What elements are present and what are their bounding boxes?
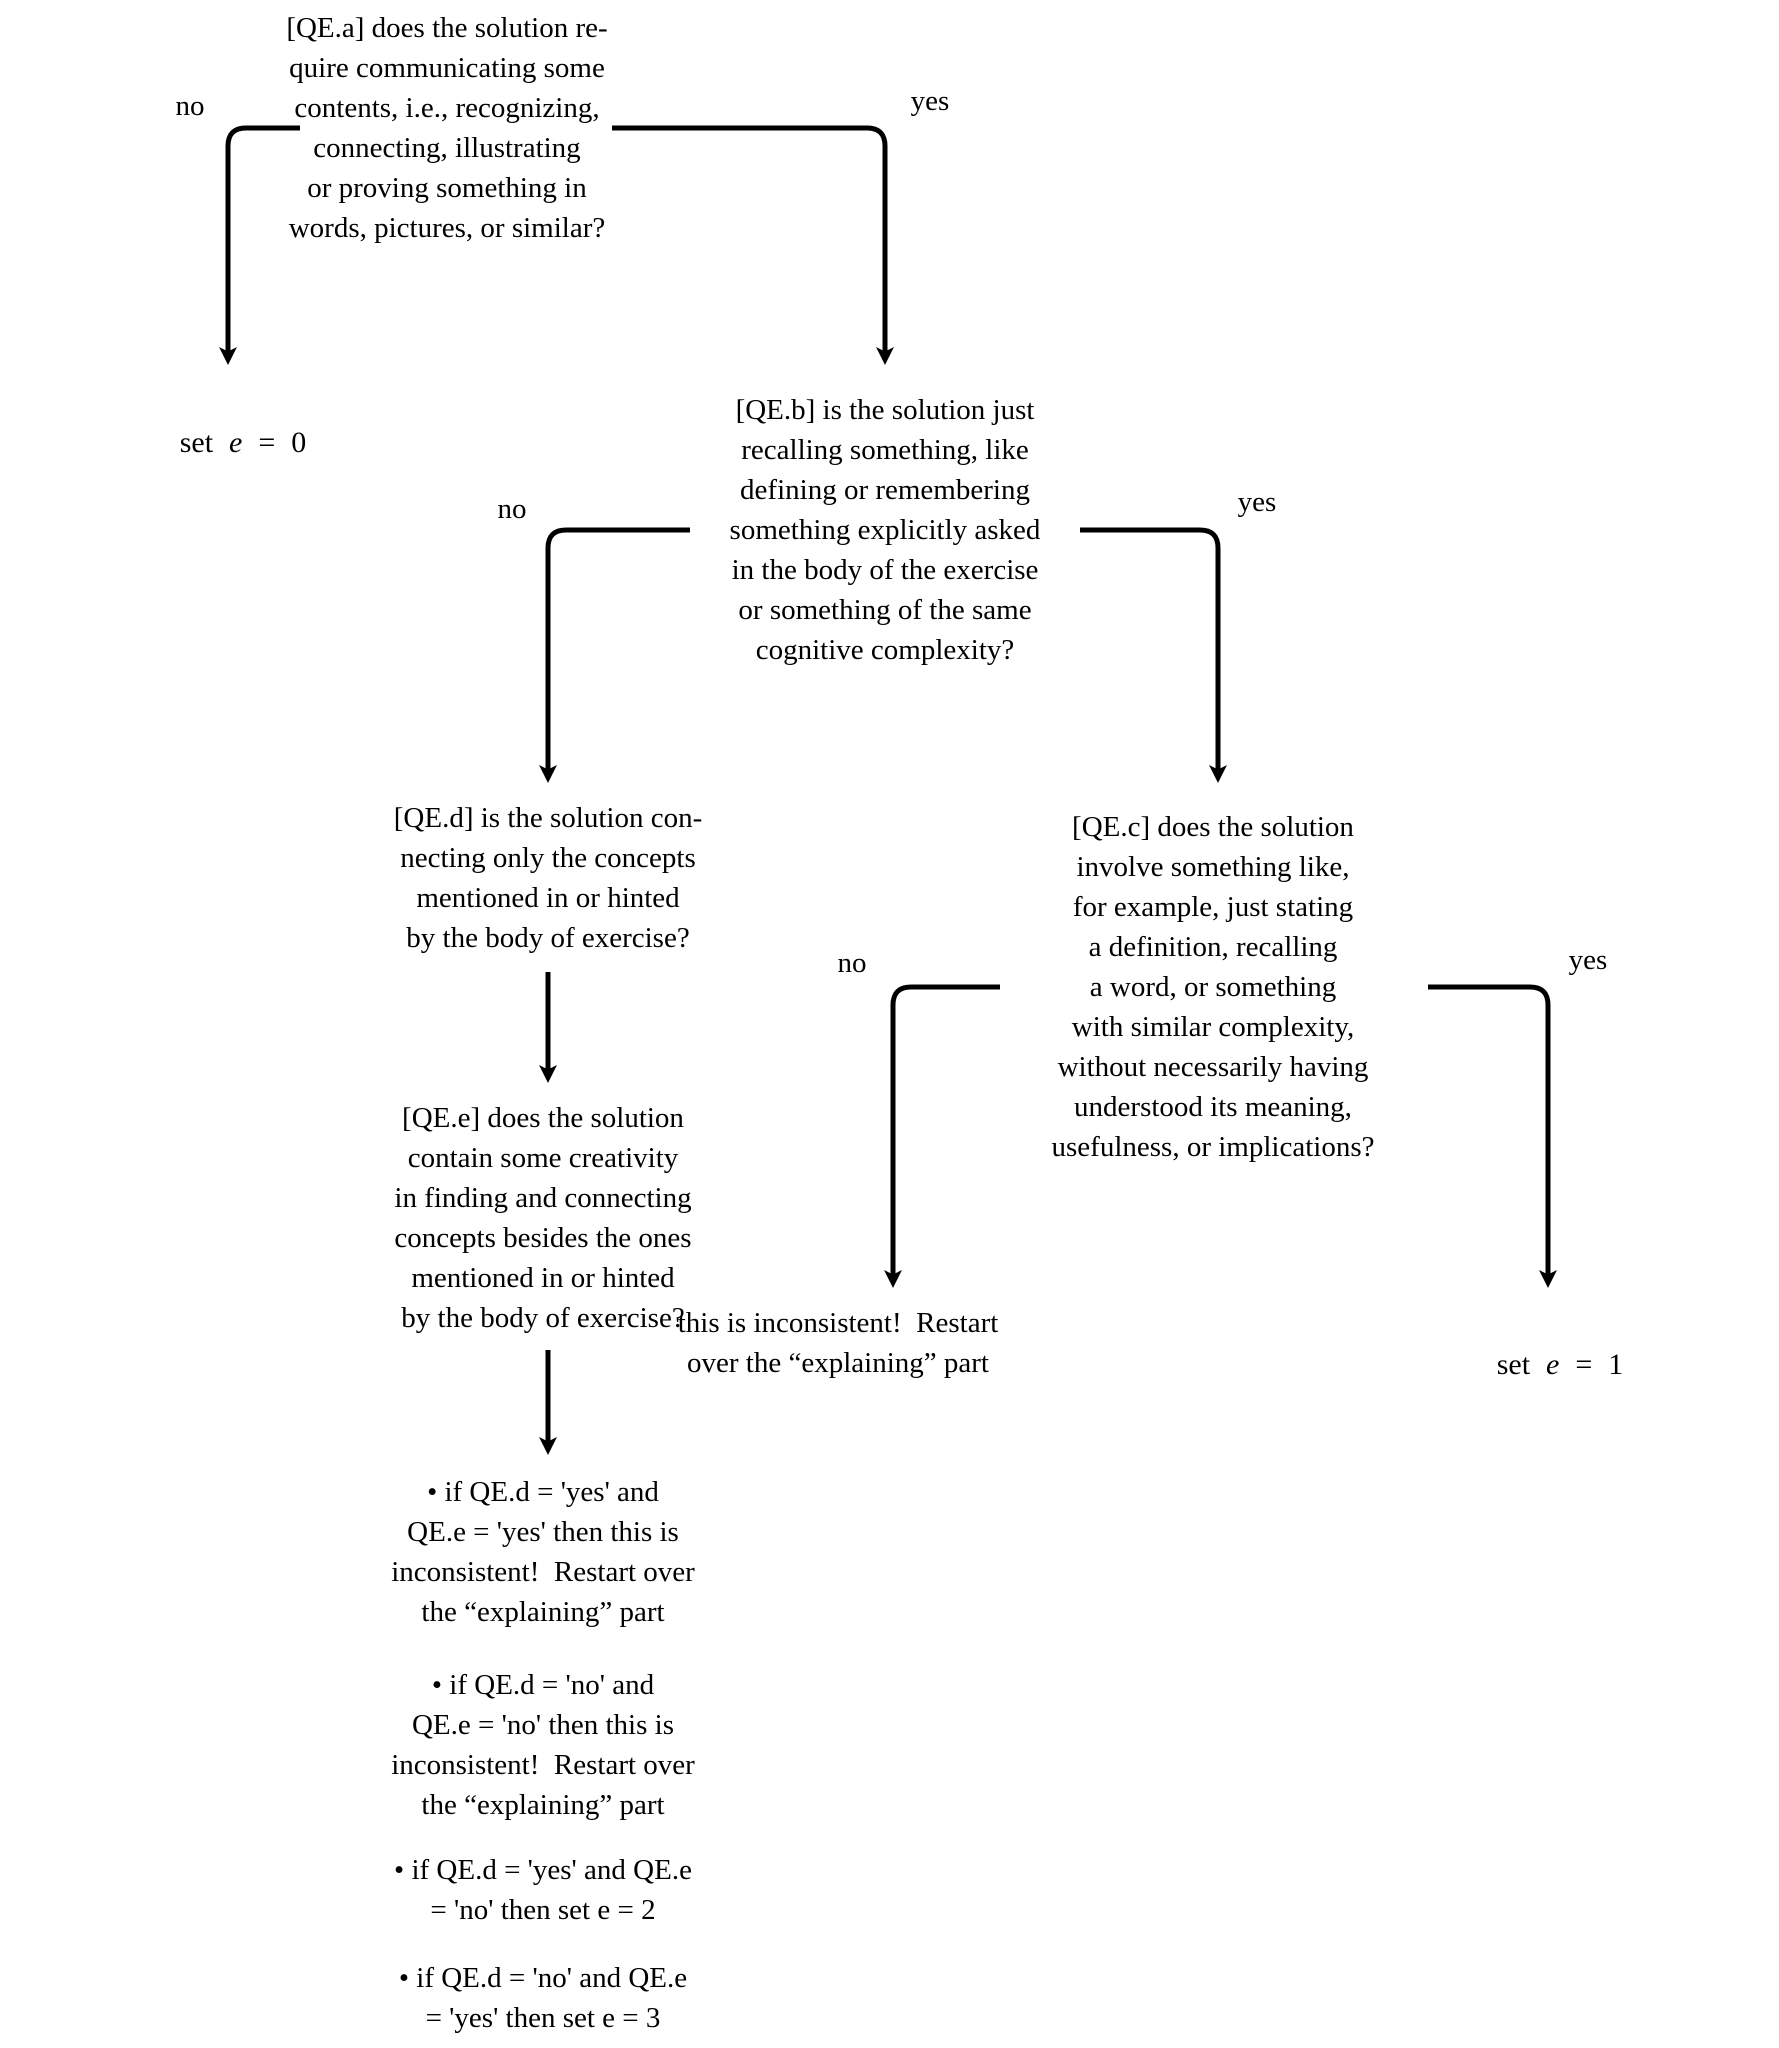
edge-qec-no-arrow [893, 987, 1000, 1279]
text-line: [QE.a] does the solution re- [286, 12, 608, 44]
text-line: [QE.c] does the solution [1072, 811, 1354, 843]
text-line: without necessarily having [1057, 1051, 1369, 1083]
text-line: connecting, illustrating [313, 132, 581, 164]
qe-e-question-node [328, 1098, 758, 1338]
text-line: [QE.d] is the solution con- [393, 802, 703, 834]
text-line: by the body of exercise? [401, 1302, 685, 1334]
text-line: quire communicating some [289, 52, 605, 84]
text-line: or something of the same [738, 594, 1032, 626]
set-e-0-equals: = [258, 426, 276, 459]
text-line: defining or remembering [740, 474, 1030, 506]
qe-c-no-label: no [837, 947, 867, 979]
text-line: involve something like, [1076, 851, 1350, 883]
text-line: mentioned in or hinted [411, 1262, 675, 1294]
text-line: • if QE.d = 'yes' and QE.e [394, 1854, 692, 1886]
text-line: this is inconsistent! Restart [677, 1307, 999, 1339]
qe-a-yes-label: yes [910, 85, 950, 117]
text-line: something explicitly asked [729, 514, 1041, 546]
text-line: concepts besides the ones [394, 1222, 692, 1254]
text-line: [QE.b] is the solution just [735, 394, 1035, 426]
text-line: in finding and connecting [394, 1182, 692, 1214]
text-line: the “explaining” part [421, 1789, 665, 1821]
text-line: cognitive complexity? [755, 634, 1015, 666]
text-line: recalling something, like [741, 434, 1029, 466]
inconsistent-restart-node [638, 1303, 1038, 1383]
set-e-0-value: 0 [291, 426, 307, 459]
outcome-item-dno-eyes [323, 1958, 763, 2038]
text-line: QE.e = 'no' then this is [411, 1709, 674, 1741]
qe-c-yes-label: yes [1568, 944, 1608, 976]
qe-b-question-node [655, 390, 1115, 670]
text-line: the “explaining” part [421, 1596, 665, 1628]
text-line: contents, i.e., recognizing, [294, 92, 600, 124]
text-line: = 'yes' then set e = 3 [425, 2002, 661, 2034]
outcome-item-dyes-eyes [333, 1472, 753, 1632]
text-line: words, pictures, or similar? [288, 212, 606, 244]
text-line: usefulness, or implications? [1051, 1131, 1375, 1163]
set-e-0-node [98, 383, 358, 503]
text-line: • if QE.d = 'no' and [431, 1669, 655, 1701]
qe-d-question-node [348, 798, 748, 958]
text-line: • if QE.d = 'yes' and [427, 1476, 659, 1508]
text-line: inconsistent! Restart over [391, 1556, 695, 1588]
qe-b-yes-label: yes [1237, 486, 1277, 518]
set-e-1-node [1415, 1305, 1675, 1425]
outcome-item-dno-eno [333, 1665, 753, 1825]
qe-c-question-node [1001, 807, 1425, 1167]
text-line: • if QE.d = 'no' and QE.e [398, 1962, 688, 1994]
text-line: with similar complexity, [1071, 1011, 1355, 1043]
text-line: or proving something in [307, 172, 587, 204]
text-line: a word, or something [1089, 971, 1337, 1003]
text-line: a definition, recalling [1088, 931, 1338, 963]
qe-a-question-node [222, 8, 672, 248]
set-e-0-variable: e [229, 426, 243, 459]
text-line: understood its meaning, [1074, 1091, 1352, 1123]
edge-qec-yes-arrow [1428, 987, 1548, 1279]
text-line: QE.e = 'yes' then this is [407, 1516, 679, 1548]
set-e-1-equals: = [1575, 1348, 1593, 1381]
set-e-1-variable: e [1546, 1348, 1560, 1381]
outcome-item-dyes-eno [323, 1850, 763, 1930]
text-line: by the body of exercise? [406, 922, 690, 954]
text-line: = 'no' then set e = 2 [430, 1894, 656, 1926]
qe-b-no-label: no [497, 493, 527, 525]
text-line: [QE.e] does the solution [402, 1102, 684, 1134]
text-line: mentioned in or hinted [416, 882, 680, 914]
set-e-1-value: 1 [1608, 1348, 1624, 1381]
qe-a-no-label: no [175, 90, 205, 122]
text-line: for example, just stating [1072, 891, 1354, 923]
text-line: over the “explaining” part [687, 1347, 989, 1379]
set-e-1-prefix: set [1496, 1348, 1531, 1381]
text-line: contain some creativity [407, 1142, 679, 1174]
text-line: necting only the concepts [400, 842, 696, 874]
text-line: inconsistent! Restart over [391, 1749, 695, 1781]
set-e-0-prefix: set [179, 426, 214, 459]
text-line: in the body of the exercise [731, 554, 1039, 586]
